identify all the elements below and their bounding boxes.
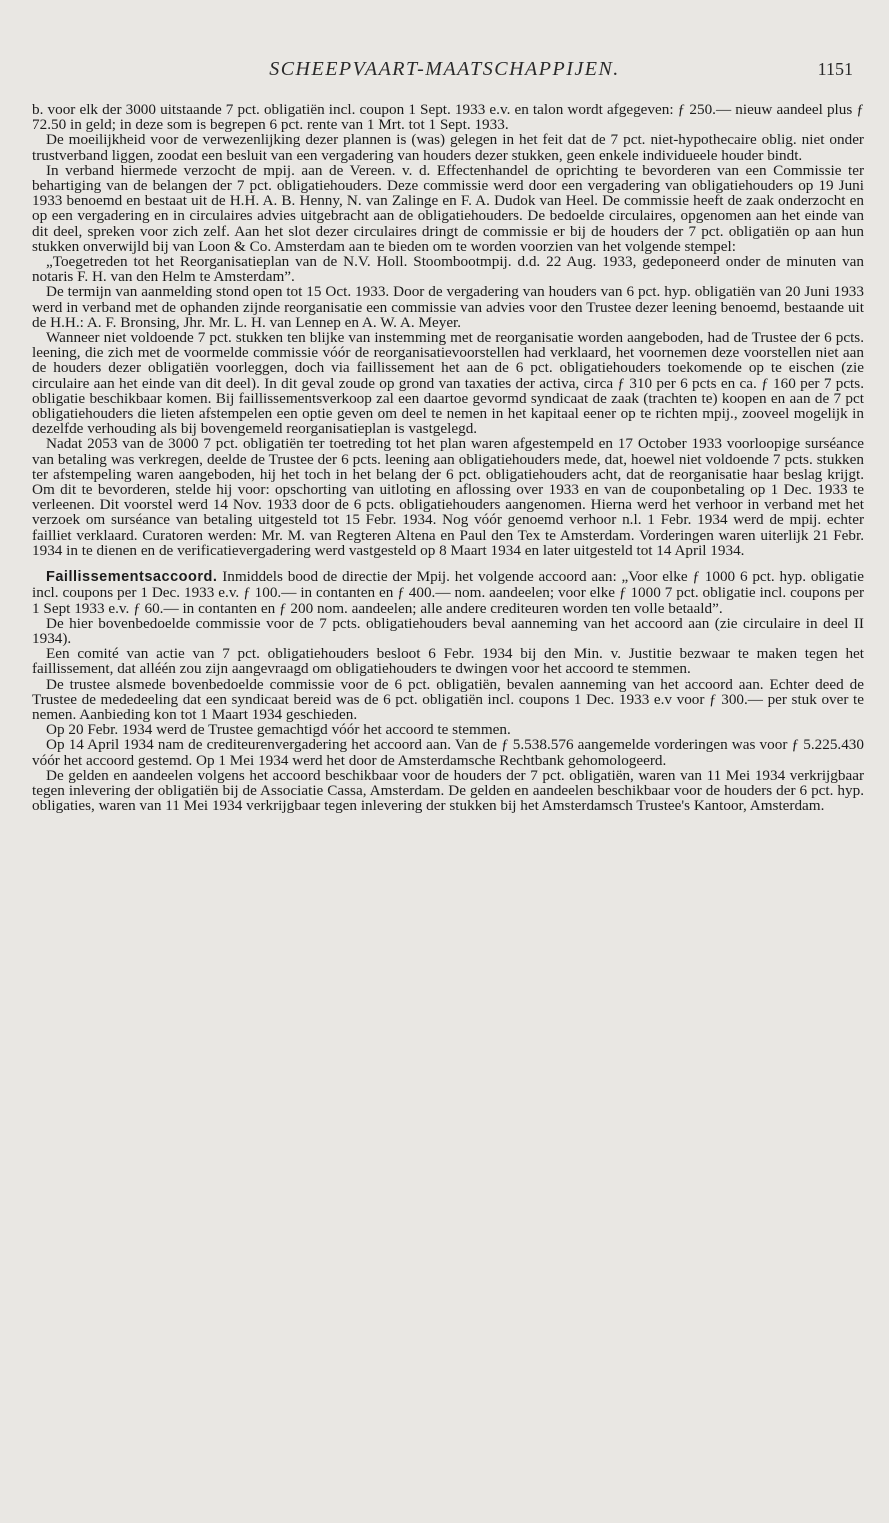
paragraph: De hier bovenbedoelde commissie voor de 7 pcts. obligatiehouders beval aanneming van het accoord aan (zie circulaire in deel II 1934). [32,614,864,647]
paragraph: Nadat 2053 van de 3000 7 pct. obligatiën ter toetreding tot het plan waren afgestempeld en 17 October 1933 voorloopige surséance van betaling was verkregen, deelde de Trustee der 6 pcts. leening aan obligatiehouders mede, dat, hoewel niet voldoende 7 pcts. stukken ter afstempeling waren aangeboden, hij het toch in het belang der 6 pct. obligatiehouders acht, dat de reorganisatie haar beslag krijgt. Om dit te bevorderen, stelde hij voor: opschorting van uitloting en aflossing over 1933 en van de couponbetaling op 1 Dec. 1933 te verleenen. Dit voorstel werd 14 Nov. 1933 door de 6 pcts. obligatiehouders aangenomen. Hierna werd het verhoor in verband met het verzoek om surséance van betaling uitgesteld tot 15 Febr. 1934. Nog vóór genoemd verhoor n.l. 1 Febr. 1934 werd de mpij. echter failliet verklaard. Curatoren werden: Mr. M. van Regteren Altena en Paul den Tex te Amsterdam. Vorderingen waren uiterlijk 21 Febr. 1934 in te dienen en de verificatievergadering werd vastgesteld op 8 Maart 1934 en later uitgesteld tot 14 April 1934. [32,435,864,559]
page-body [32,102,864,813]
paragraph: Wanneer niet voldoende 7 pct. stukken ten blijke van instemming met de reorganisatie worden aangeboden, had de Trustee der 6 pcts. leening, die zich met de voormelde commissie vóór de reorganisatievoorstellen had verklaard, het voornemen deze voorstellen niet aan de houders dezer obligatiën voorleggen, doch via faillissement het aan de 6 pct. obligatiehouders toekomende op te eischen (zie circulaire aan het einde van dit deel). In dit geval zoude op grond van taxaties der activa, circa ƒ 310 per 6 pcts en ca. ƒ 160 per 7 pcts. obligatie beschikbaar komen. Bij faillissementsverkoop zal een daartoe gevormd syndicaat de zaak (trachten te) koopen en aan de 7 pct obligatiehouders die lieten afstempelen een optie geven om deel te nemen in het kapitaal eener op te richten mpij., zooveel mogelijk in dezelfde verhouding als bij bovengemeld reorganisatieplan is vastgelegd. [32,329,864,438]
stamp-text-paragraph: „Toegetreden tot het Reorganisatieplan van de N.V. Holl. Stoombootmpij. d.d. 22 Aug. 1933, gedeponeerd onder de minuten van notaris F. H. van den Helm te Amsterdam”. [32,253,864,286]
paragraph: b. voor elk der 3000 uitstaande 7 pct. obligatiën incl. coupon 1 Sept. 1933 e.v. en talon wordt afgegeven: ƒ 250.— nieuw aandeel plus ƒ 72.50 in geld; in deze som is begrepen 6 pct. rente van 1 Mrt. tot 1 Sept. 1933. [32,101,864,134]
paragraph: Een comité van actie van 7 pct. obligatiehouders besloot 6 Febr. 1934 bij den Min. v. Justitie bezwaar te maken tegen het faillissement, dat alléén zou zijn aangevraagd om obligatiehouders te dwingen voor het accoord te stemmen. [32,645,864,678]
paragraph: De termijn van aanmelding stond open tot 15 Oct. 1933. Door de vergadering van houders van 6 pct. hyp. obligatiën van 20 Juni 1933 werd in verband met de ophanden zijnde reorganisatie een commissie van advies voor den Trustee dezer leening benoemd, bestaande uit de H.H.: A. F. Bronsing, Jhr. Mr. L. H. van Lennep en A. W. A. Meyer. [32,283,864,331]
paragraph: De trustee alsmede bovenbedoelde commissie voor de 6 pct. obligatiën, bevalen aanneming van het accoord aan. Echter deed de Trustee de mededeeling dat een syndicaat bereid was de 6 pct. obligatiën incl. coupons 1 Dec. 1933 e.v voor ƒ 300.— per stuk over te nemen. Aanbieding kon tot 1 Maart 1934 geschieden. [32,675,864,723]
section-paragraph [32,569,864,616]
running-head: SCHEEPVAART-MAATSCHAPPIJEN. [269,58,620,80]
section-heading: Faillissementsaccoord. [46,569,218,586]
paragraph: In verband hiermede verzocht de mpij. aan de Vereen. v. d. Effectenhandel de oprichting te bevorderen van een Commissie ter behartiging van de belangen der 7 pct. obligatiehouders. Deze commissie werd door een vergadering van obligatiehouders op 19 Juni 1933 benoemd en bestaat uit de H.H. A. B. Henny, N. van Zalinge en F. A. Dudok van Heel. De commissie heeft de zaak onderzocht en op een vergadering en in circulaires advies uitgebracht aan de obligatiehouders. De bedoelde circulaires, opgenomen aan het einde van dit deel, spreken voor zich zelf. Aan het slot dezer circulaires dringt de commissie er bij de houders der 7 pct. obligatiën op aan hun stukken onverwijld bij van Loon & Co. Amsterdam aan te bieden om te worden voorzien van het volgende stempel: [32,161,864,255]
page-header [0,58,889,84]
paragraph: Op 14 April 1934 nam de crediteurenvergadering het accoord aan. Van de ƒ 5.538.576 aangemelde vorderingen was voor ƒ 5.225.430 vóór het accoord gestemd. Op 1 Mei 1934 werd het door de Amsterdamsche Rechtbank gehomologeerd. [32,736,864,769]
section-intro: Inmiddels bood de directie der Mpij. het volgende accoord aan: „Voor elke ƒ 1000 6 pct. hyp. obligatie incl. coupons per 1 Dec. 1933 e.v. ƒ 100.— in contanten en ƒ 400.— nom. aandeelen; voor elke ƒ 1000 7 pct. obligatie incl. coupons per 1 Sept 1933 e.v. ƒ 60.— in contanten en ƒ 200 nom. aandeelen; alle andere crediteuren worden ten volle betaald”. [32,568,865,617]
paragraph: De moeilijkheid voor de verwezenlijking dezer plannen is (was) gelegen in het feit dat de 7 pct. niet-hypothecaire oblig. niet onder trustverband liggen, zoodat een besluit van een vergadering van houders dezer stukken, geen enkele individueele houder bindt. [32,131,864,164]
paragraph: De gelden en aandeelen volgens het accoord beschikbaar voor de houders der 7 pct. obligatiën, waren van 11 Mei 1934 verkrijgbaar tegen inlevering der obligatiën bij de Associatie Cassa, Amsterdam. De gelden en aandeelen beschikbaar voor de houders der 6 pct. hyp. obligaties, waren van 11 Mei 1934 verkrijgbaar tegen inlevering der stukken bij het Amsterdamsch Trustee's Kantoor, Amsterdam. [32,766,864,815]
page-number: 1151 [817,59,853,79]
paragraph: Op 20 Febr. 1934 werd de Trustee gemachtigd vóór het accoord te stemmen. [46,721,511,739]
